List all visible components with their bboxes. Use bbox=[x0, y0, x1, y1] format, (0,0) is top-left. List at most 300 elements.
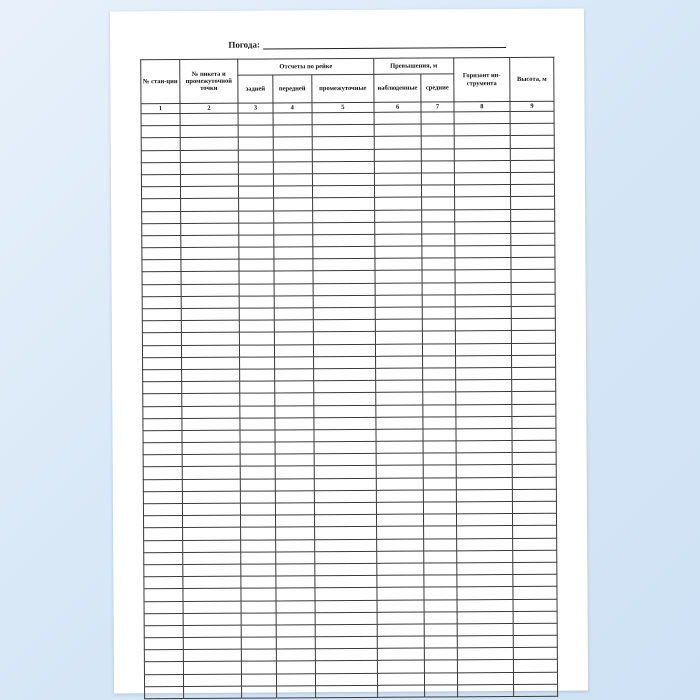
table-cell[interactable] bbox=[312, 161, 374, 174]
table-cell[interactable] bbox=[242, 661, 277, 673]
table-cell[interactable] bbox=[513, 611, 557, 623]
table-cell[interactable] bbox=[375, 331, 422, 343]
table-cell[interactable] bbox=[422, 307, 455, 319]
table-cell[interactable] bbox=[183, 613, 241, 626]
table-cell[interactable] bbox=[182, 418, 240, 431]
table-cell[interactable] bbox=[276, 649, 315, 661]
table-cell[interactable] bbox=[241, 564, 276, 576]
table-cell[interactable] bbox=[183, 564, 241, 577]
table-cell[interactable] bbox=[512, 367, 556, 379]
table-cell[interactable] bbox=[457, 684, 513, 697]
table-cell[interactable] bbox=[273, 149, 312, 161]
table-cell[interactable] bbox=[512, 355, 556, 367]
table-cell[interactable] bbox=[454, 124, 510, 137]
table-cell[interactable] bbox=[241, 515, 276, 527]
table-cell[interactable] bbox=[376, 417, 423, 429]
table-cell[interactable] bbox=[144, 625, 183, 637]
table-cell[interactable] bbox=[376, 380, 423, 392]
table-cell[interactable] bbox=[240, 466, 275, 478]
table-cell[interactable] bbox=[182, 442, 240, 455]
table-cell[interactable] bbox=[512, 440, 556, 452]
table-cell[interactable] bbox=[239, 308, 274, 320]
table-cell[interactable] bbox=[512, 513, 556, 525]
table-cell[interactable] bbox=[273, 198, 312, 210]
table-cell[interactable] bbox=[510, 123, 554, 135]
table-cell[interactable] bbox=[276, 551, 315, 563]
table-cell[interactable] bbox=[240, 345, 275, 357]
table-cell[interactable] bbox=[240, 381, 275, 393]
table-cell[interactable] bbox=[242, 686, 277, 698]
table-cell[interactable] bbox=[239, 296, 274, 308]
table-cell[interactable] bbox=[374, 136, 421, 148]
table-cell[interactable] bbox=[312, 173, 374, 186]
table-cell[interactable] bbox=[143, 491, 182, 503]
table-cell[interactable] bbox=[422, 185, 455, 197]
table-cell[interactable] bbox=[181, 308, 239, 321]
table-cell[interactable] bbox=[377, 551, 424, 563]
table-cell[interactable] bbox=[375, 295, 422, 307]
table-cell[interactable] bbox=[141, 174, 180, 186]
table-cell[interactable] bbox=[275, 466, 314, 478]
table-cell[interactable] bbox=[455, 331, 511, 344]
table-cell[interactable] bbox=[142, 223, 181, 235]
table-cell[interactable] bbox=[241, 503, 276, 515]
table-cell[interactable] bbox=[376, 465, 423, 477]
table-cell[interactable] bbox=[181, 345, 239, 358]
table-cell[interactable] bbox=[239, 235, 274, 247]
table-cell[interactable] bbox=[238, 113, 273, 125]
table-cell[interactable] bbox=[313, 259, 375, 272]
table-cell[interactable] bbox=[240, 430, 275, 442]
table-cell[interactable] bbox=[238, 162, 273, 174]
table-cell[interactable] bbox=[240, 491, 275, 503]
table-cell[interactable] bbox=[314, 502, 376, 515]
table-cell[interactable] bbox=[183, 637, 241, 650]
table-cell[interactable] bbox=[455, 343, 511, 356]
table-cell[interactable] bbox=[456, 453, 512, 466]
table-cell[interactable] bbox=[424, 624, 457, 636]
table-cell[interactable] bbox=[145, 686, 184, 698]
table-cell[interactable] bbox=[239, 259, 274, 271]
table-cell[interactable] bbox=[240, 369, 275, 381]
table-cell[interactable] bbox=[457, 623, 513, 636]
table-cell[interactable] bbox=[314, 527, 376, 540]
table-cell[interactable] bbox=[274, 222, 313, 234]
table-cell[interactable] bbox=[513, 623, 557, 635]
table-cell[interactable] bbox=[313, 368, 375, 381]
table-cell[interactable] bbox=[510, 172, 554, 184]
table-cell[interactable] bbox=[312, 137, 374, 150]
table-cell[interactable] bbox=[312, 112, 374, 125]
table-cell[interactable] bbox=[144, 589, 183, 601]
table-cell[interactable] bbox=[181, 333, 239, 346]
table-cell[interactable] bbox=[274, 320, 313, 332]
table-cell[interactable] bbox=[375, 307, 422, 319]
table-cell[interactable] bbox=[457, 599, 513, 612]
table-cell[interactable] bbox=[377, 660, 424, 672]
table-cell[interactable] bbox=[274, 369, 313, 381]
table-cell[interactable] bbox=[315, 673, 377, 686]
table-cell[interactable] bbox=[275, 442, 314, 454]
table-cell[interactable] bbox=[374, 173, 421, 185]
table-cell[interactable] bbox=[510, 160, 554, 172]
table-cell[interactable] bbox=[273, 113, 312, 125]
table-cell[interactable] bbox=[181, 357, 239, 370]
table-cell[interactable] bbox=[423, 441, 456, 453]
table-cell[interactable] bbox=[181, 259, 239, 272]
table-cell[interactable] bbox=[512, 416, 556, 428]
table-cell[interactable] bbox=[512, 452, 556, 464]
table-cell[interactable] bbox=[182, 406, 240, 419]
table-cell[interactable] bbox=[181, 235, 239, 248]
table-cell[interactable] bbox=[180, 198, 238, 211]
table-cell[interactable] bbox=[144, 650, 183, 662]
table-cell[interactable] bbox=[456, 538, 512, 551]
table-cell[interactable] bbox=[315, 649, 377, 662]
table-cell[interactable] bbox=[240, 442, 275, 454]
table-cell[interactable] bbox=[238, 150, 273, 162]
table-cell[interactable] bbox=[511, 306, 555, 318]
table-cell[interactable] bbox=[422, 197, 455, 209]
table-cell[interactable] bbox=[276, 612, 315, 624]
table-cell[interactable] bbox=[422, 222, 455, 234]
table-cell[interactable] bbox=[454, 209, 510, 222]
table-cell[interactable] bbox=[143, 418, 182, 430]
table-cell[interactable] bbox=[422, 234, 455, 246]
table-cell[interactable] bbox=[240, 418, 275, 430]
table-cell[interactable] bbox=[180, 174, 238, 187]
table-cell[interactable] bbox=[312, 185, 374, 198]
table-cell[interactable] bbox=[142, 333, 181, 345]
table-cell[interactable] bbox=[144, 564, 183, 576]
table-cell[interactable] bbox=[457, 611, 513, 624]
table-cell[interactable] bbox=[314, 441, 376, 454]
table-cell[interactable] bbox=[143, 394, 182, 406]
table-cell[interactable] bbox=[181, 223, 239, 236]
table-cell[interactable] bbox=[275, 381, 314, 393]
table-cell[interactable] bbox=[423, 465, 456, 477]
table-cell[interactable] bbox=[374, 161, 421, 173]
table-cell[interactable] bbox=[314, 417, 376, 430]
table-cell[interactable] bbox=[144, 552, 183, 564]
table-cell[interactable] bbox=[511, 221, 555, 233]
table-cell[interactable] bbox=[456, 477, 512, 490]
table-cell[interactable] bbox=[454, 136, 510, 149]
table-cell[interactable] bbox=[456, 416, 512, 429]
table-cell[interactable] bbox=[276, 661, 315, 673]
table-cell[interactable] bbox=[143, 467, 182, 479]
table-cell[interactable] bbox=[276, 673, 315, 685]
table-cell[interactable] bbox=[182, 381, 240, 394]
table-cell[interactable] bbox=[511, 233, 555, 245]
table-cell[interactable] bbox=[511, 245, 555, 257]
table-cell[interactable] bbox=[314, 515, 376, 528]
table-cell[interactable] bbox=[512, 428, 556, 440]
table-cell[interactable] bbox=[422, 209, 455, 221]
table-cell[interactable] bbox=[144, 516, 183, 528]
table-cell[interactable] bbox=[375, 210, 422, 222]
table-cell[interactable] bbox=[141, 114, 180, 126]
table-cell[interactable] bbox=[239, 247, 274, 259]
table-cell[interactable] bbox=[143, 504, 182, 516]
table-cell[interactable] bbox=[315, 624, 377, 637]
table-cell[interactable] bbox=[511, 318, 555, 330]
table-cell[interactable] bbox=[239, 198, 274, 210]
table-cell[interactable] bbox=[182, 515, 240, 528]
table-cell[interactable] bbox=[375, 246, 422, 258]
table-cell[interactable] bbox=[183, 552, 241, 565]
table-cell[interactable] bbox=[312, 198, 374, 211]
table-cell[interactable] bbox=[376, 453, 423, 465]
table-cell[interactable] bbox=[456, 404, 512, 417]
table-cell[interactable] bbox=[238, 125, 273, 137]
table-cell[interactable] bbox=[275, 478, 314, 490]
table-cell[interactable] bbox=[377, 612, 424, 624]
table-cell[interactable] bbox=[313, 320, 375, 333]
table-cell[interactable] bbox=[377, 575, 424, 587]
table-cell[interactable] bbox=[142, 284, 181, 296]
table-cell[interactable] bbox=[182, 540, 240, 553]
table-cell[interactable] bbox=[456, 428, 512, 441]
table-cell[interactable] bbox=[241, 613, 276, 625]
table-cell[interactable] bbox=[421, 173, 454, 185]
table-cell[interactable] bbox=[275, 430, 314, 442]
table-cell[interactable] bbox=[274, 308, 313, 320]
table-cell[interactable] bbox=[376, 356, 423, 368]
table-cell[interactable] bbox=[239, 332, 274, 344]
table-cell[interactable] bbox=[511, 331, 555, 343]
table-cell[interactable] bbox=[180, 211, 238, 224]
table-cell[interactable] bbox=[513, 526, 557, 538]
table-cell[interactable] bbox=[422, 270, 455, 282]
table-cell[interactable] bbox=[424, 551, 457, 563]
table-cell[interactable] bbox=[182, 393, 240, 406]
table-cell[interactable] bbox=[144, 638, 183, 650]
table-cell[interactable] bbox=[421, 161, 454, 173]
table-cell[interactable] bbox=[424, 612, 457, 624]
table-cell[interactable] bbox=[276, 576, 315, 588]
table-cell[interactable] bbox=[457, 587, 513, 600]
table-cell[interactable] bbox=[511, 282, 555, 294]
table-cell[interactable] bbox=[183, 601, 241, 614]
table-cell[interactable] bbox=[375, 270, 422, 282]
table-cell[interactable] bbox=[239, 186, 274, 198]
table-cell[interactable] bbox=[241, 527, 276, 539]
table-cell[interactable] bbox=[276, 686, 315, 698]
table-cell[interactable] bbox=[313, 271, 375, 284]
table-cell[interactable] bbox=[424, 599, 457, 611]
table-cell[interactable] bbox=[377, 526, 424, 538]
table-cell[interactable] bbox=[239, 174, 274, 186]
table-cell[interactable] bbox=[510, 184, 554, 196]
table-cell[interactable] bbox=[274, 344, 313, 356]
table-cell[interactable] bbox=[239, 210, 274, 222]
table-cell[interactable] bbox=[275, 491, 314, 503]
table-cell[interactable] bbox=[181, 247, 239, 260]
table-cell[interactable] bbox=[455, 246, 511, 259]
table-cell[interactable] bbox=[375, 222, 422, 234]
table-cell[interactable] bbox=[240, 479, 275, 491]
table-row[interactable] bbox=[145, 684, 558, 699]
table-cell[interactable] bbox=[275, 515, 314, 527]
table-cell[interactable] bbox=[454, 160, 510, 173]
table-cell[interactable] bbox=[180, 150, 238, 163]
table-cell[interactable] bbox=[180, 138, 238, 151]
table-cell[interactable] bbox=[512, 501, 556, 513]
table-cell[interactable] bbox=[456, 489, 512, 502]
table-cell[interactable] bbox=[423, 490, 456, 502]
table-cell[interactable] bbox=[312, 234, 374, 247]
table-cell[interactable] bbox=[240, 357, 275, 369]
table-cell[interactable] bbox=[142, 321, 181, 333]
table-cell[interactable] bbox=[241, 552, 276, 564]
table-cell[interactable] bbox=[377, 600, 424, 612]
table-cell[interactable] bbox=[513, 562, 557, 574]
table-cell[interactable] bbox=[274, 235, 313, 247]
table-cell[interactable] bbox=[275, 454, 314, 466]
table-cell[interactable] bbox=[377, 539, 424, 551]
table-cell[interactable] bbox=[314, 490, 376, 503]
table-cell[interactable] bbox=[181, 272, 239, 285]
table-cell[interactable] bbox=[421, 136, 454, 148]
table-cell[interactable] bbox=[375, 258, 422, 270]
table-cell[interactable] bbox=[455, 258, 511, 271]
table-cell[interactable] bbox=[274, 271, 313, 283]
table-cell[interactable] bbox=[143, 382, 182, 394]
table-cell[interactable] bbox=[423, 380, 456, 392]
table-cell[interactable] bbox=[273, 137, 312, 149]
table-cell[interactable] bbox=[376, 392, 423, 404]
table-cell[interactable] bbox=[312, 149, 374, 162]
table-cell[interactable] bbox=[144, 674, 183, 686]
table-cell[interactable] bbox=[276, 625, 315, 637]
table-cell[interactable] bbox=[144, 662, 183, 674]
table-cell[interactable] bbox=[511, 270, 555, 282]
table-cell[interactable] bbox=[455, 319, 511, 332]
table-cell[interactable] bbox=[182, 454, 240, 467]
table-cell[interactable] bbox=[375, 185, 422, 197]
table-cell[interactable] bbox=[143, 369, 182, 381]
table-cell[interactable] bbox=[143, 357, 182, 369]
table-cell[interactable] bbox=[375, 234, 422, 246]
table-cell[interactable] bbox=[457, 550, 513, 563]
table-cell[interactable] bbox=[512, 404, 556, 416]
table-cell[interactable] bbox=[240, 393, 275, 405]
table-cell[interactable] bbox=[183, 662, 241, 675]
table-cell[interactable] bbox=[424, 587, 457, 599]
table-cell[interactable] bbox=[241, 588, 276, 600]
table-cell[interactable] bbox=[455, 233, 511, 246]
table-cell[interactable] bbox=[315, 685, 377, 698]
table-cell[interactable] bbox=[274, 296, 313, 308]
table-cell[interactable] bbox=[238, 137, 273, 149]
table-cell[interactable] bbox=[180, 186, 238, 199]
table-cell[interactable] bbox=[454, 185, 510, 198]
table-cell[interactable] bbox=[423, 502, 456, 514]
table-cell[interactable] bbox=[456, 514, 512, 527]
table-cell[interactable] bbox=[314, 466, 376, 479]
table-cell[interactable] bbox=[374, 112, 421, 124]
table-cell[interactable] bbox=[455, 380, 511, 393]
table-cell[interactable] bbox=[376, 441, 423, 453]
table-cell[interactable] bbox=[276, 637, 315, 649]
table-cell[interactable] bbox=[457, 562, 513, 575]
table-cell[interactable] bbox=[143, 455, 182, 467]
table-cell[interactable] bbox=[313, 344, 375, 357]
table-cell[interactable] bbox=[275, 417, 314, 429]
table-cell[interactable] bbox=[141, 138, 180, 150]
table-cell[interactable] bbox=[423, 392, 456, 404]
table-cell[interactable] bbox=[142, 199, 181, 211]
table-cell[interactable] bbox=[422, 331, 455, 343]
table-cell[interactable] bbox=[273, 174, 312, 186]
table-cell[interactable] bbox=[513, 538, 557, 550]
table-cell[interactable] bbox=[143, 406, 182, 418]
table-cell[interactable] bbox=[276, 588, 315, 600]
table-cell[interactable] bbox=[375, 197, 422, 209]
table-cell[interactable] bbox=[144, 601, 183, 613]
table-cell[interactable] bbox=[143, 430, 182, 442]
table-cell[interactable] bbox=[142, 235, 181, 247]
table-cell[interactable] bbox=[312, 125, 374, 138]
table-cell[interactable] bbox=[512, 465, 556, 477]
table-cell[interactable] bbox=[180, 125, 238, 138]
table-cell[interactable] bbox=[510, 148, 554, 160]
table-cell[interactable] bbox=[377, 624, 424, 636]
table-cell[interactable] bbox=[142, 211, 181, 223]
table-cell[interactable] bbox=[141, 162, 180, 174]
table-cell[interactable] bbox=[512, 392, 556, 404]
table-cell[interactable] bbox=[374, 124, 421, 136]
table-cell[interactable] bbox=[513, 550, 557, 562]
table-cell[interactable] bbox=[274, 332, 313, 344]
table-cell[interactable] bbox=[455, 270, 511, 283]
table-cell[interactable] bbox=[457, 660, 513, 673]
table-cell[interactable] bbox=[376, 368, 423, 380]
table-cell[interactable] bbox=[240, 454, 275, 466]
table-cell[interactable] bbox=[183, 686, 241, 699]
table-cell[interactable] bbox=[142, 260, 181, 272]
table-cell[interactable] bbox=[241, 625, 276, 637]
table-cell[interactable] bbox=[180, 162, 238, 175]
table-cell[interactable] bbox=[514, 684, 558, 696]
table-cell[interactable] bbox=[422, 319, 455, 331]
table-cell[interactable] bbox=[455, 282, 511, 295]
table-cell[interactable] bbox=[143, 443, 182, 455]
table-cell[interactable] bbox=[376, 490, 423, 502]
table-cell[interactable] bbox=[183, 674, 241, 687]
table-cell[interactable] bbox=[275, 405, 314, 417]
table-cell[interactable] bbox=[182, 503, 240, 516]
table-cell[interactable] bbox=[274, 259, 313, 271]
table-cell[interactable] bbox=[313, 332, 375, 345]
table-cell[interactable] bbox=[511, 257, 555, 269]
table-cell[interactable] bbox=[421, 112, 454, 124]
table-cell[interactable] bbox=[315, 661, 377, 674]
table-cell[interactable] bbox=[144, 613, 183, 625]
table-cell[interactable] bbox=[315, 636, 377, 649]
table-cell[interactable] bbox=[273, 210, 312, 222]
table-cell[interactable] bbox=[454, 197, 510, 210]
table-cell[interactable] bbox=[183, 576, 241, 589]
table-cell[interactable] bbox=[183, 649, 241, 662]
table-cell[interactable] bbox=[513, 635, 557, 647]
table-cell[interactable] bbox=[456, 526, 512, 539]
table-cell[interactable] bbox=[510, 136, 554, 148]
table-cell[interactable] bbox=[424, 563, 457, 575]
table-cell[interactable] bbox=[424, 660, 457, 672]
table-cell[interactable] bbox=[422, 246, 455, 258]
